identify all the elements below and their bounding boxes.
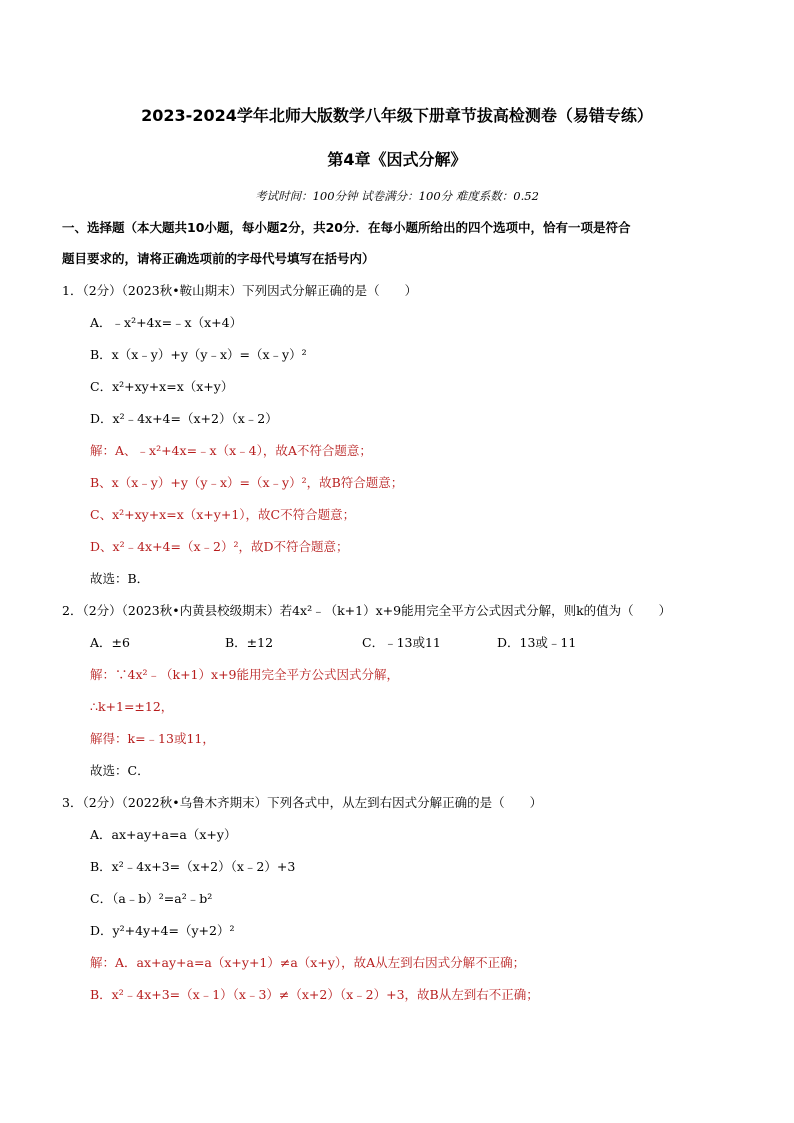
question-3-option-b: B．x²﹣4x+3=（x+2）（x﹣2）+3 (90, 859, 296, 874)
question-1-option-c: C．x²+xy+x=x（x+y） (90, 379, 234, 394)
question-1-option-a: A．﹣x²+4x=﹣x（x+4） (90, 315, 243, 330)
question-2-option-c: C．﹣13或11 (362, 635, 441, 650)
question-1-option-d: D．x²﹣4x+4=（x+2）（x﹣2） (90, 411, 278, 426)
question-2-solution-line3: 解得：k=﹣13或11， (90, 731, 215, 746)
document-title: 2023-2024学年北师大版数学八年级下册章节拔高检测卷（易错专练） (141, 106, 653, 125)
question-3-solution-line1: 解：A．ax+ay+a=a（x+y+1）≠a（x+y），故A从左到右因式分解不正确； (90, 955, 526, 970)
question-1-solution-line2: B、x（x﹣y）+y（y﹣x）=（x﹣y）²，故B符合题意； (90, 475, 404, 490)
chapter-title: 第4章《因式分解》 (327, 150, 467, 169)
question-1-answer: 故选：B． (90, 571, 150, 586)
section-heading-line1: 一、选择题（本大题共10小题，每小题2分，共20分．在每小题所给出的四个选项中，恰有一项是符合 (62, 220, 631, 235)
question-3-stem: 3．（2分）（2022秋•乌鲁木齐期末）下列各式中，从左到右因式分解正确的是（ ） (62, 795, 543, 810)
question-1-solution-line3: C、x²+xy+x=x（x+y+1），故C不符合题意； (90, 507, 356, 522)
question-2-stem: 2．（2分）（2023秋•内黄县校级期末）若4x²﹣（k+1）x+9能用完全平方公式因式分解，则k的值为（ ） (62, 603, 672, 618)
question-2-answer: 故选：C． (90, 763, 150, 778)
question-2-solution-line1: 解：∵4x²﹣（k+1）x+9能用完全平方公式因式分解， (90, 667, 399, 682)
question-3-option-d: D．y²+4y+4=（y+2）² (90, 923, 235, 938)
question-1-solution-line1: 解：A、﹣x²+4x=﹣x（x﹣4），故A不符合题意； (90, 443, 372, 458)
question-3-option-a: A．ax+ay+a=a（x+y） (90, 827, 237, 842)
question-3-option-c: C．（a﹣b）²=a²﹣b² (90, 891, 213, 906)
question-1-option-b: B．x（x﹣y）+y（y﹣x）=（x﹣y）² (90, 347, 307, 362)
question-3-solution-line2: B．x²﹣4x+3=（x﹣1）（x﹣3）≠（x+2）（x﹣2）+3，故B从左到右不正确； (90, 987, 539, 1002)
exam-meta: 考试时间：100分钟 试卷满分：100分 难度系数：0.52 (255, 189, 539, 203)
section-heading-line2: 题目要求的，请将正确选项前的字母代号填写在括号内） (62, 251, 375, 266)
question-2-option-b: B．±12 (225, 635, 274, 650)
question-1-solution-line4: D、x²﹣4x+4=（x﹣2）²，故D不符合题意； (90, 539, 349, 554)
question-2-option-a: A．±6 (90, 635, 130, 650)
question-2-option-d: D．13或﹣11 (497, 635, 577, 650)
question-2-solution-line2: ∴k+1=±12， (90, 699, 174, 714)
question-1-stem: 1．（2分）（2023秋•鞍山期末）下列因式分解正确的是（ ） (62, 283, 418, 298)
